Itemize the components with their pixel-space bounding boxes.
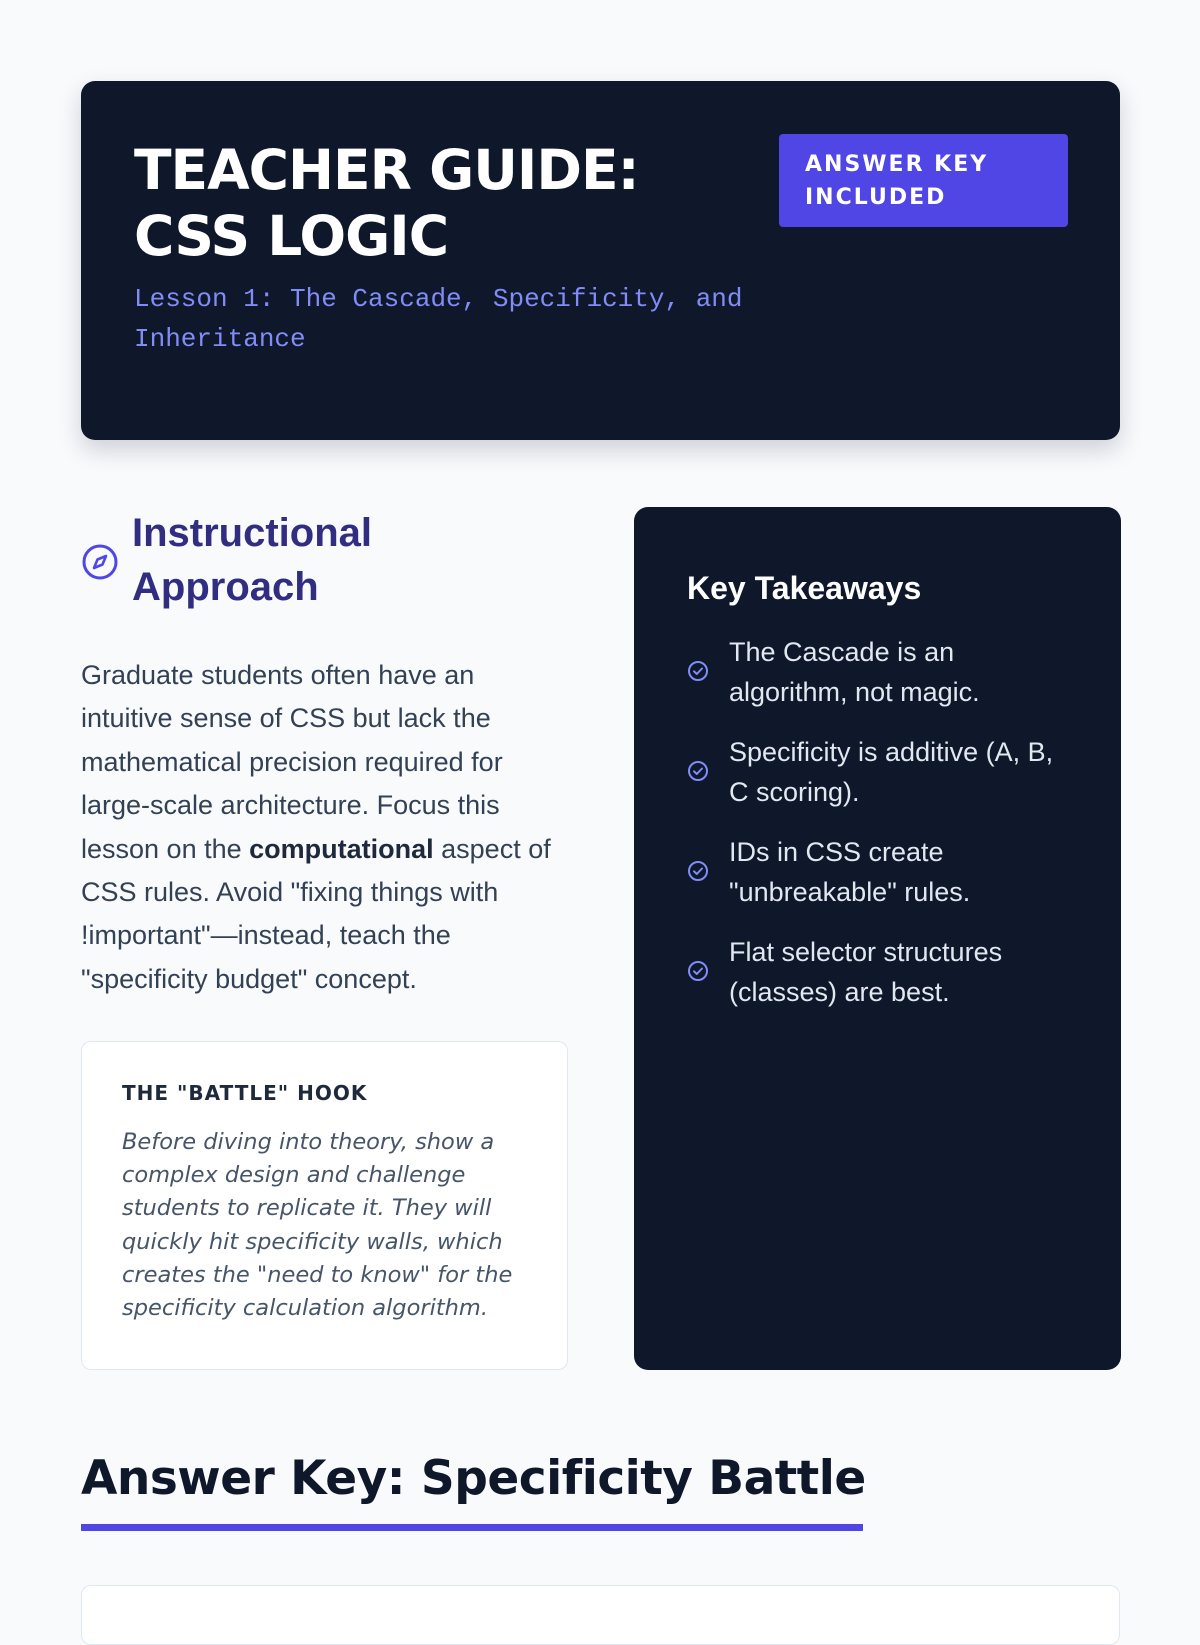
battle-hook-card: [81, 1041, 568, 1370]
hook-text: Before diving into theory, show a complex design and challenge students to replicate it. They will quickly hit specificity walls, which creates the "need to know" for the specificity calculation algorithm.: [122, 1129, 513, 1322]
approach-text-end: aspect of CSS rules. Avoid "fixing things with !important"—instead, teach the "specificity budget" concept.: [81, 833, 551, 994]
check-circle-icon: [687, 860, 709, 882]
compass-icon: [81, 543, 119, 581]
approach-title: Instructional Approach: [132, 511, 373, 609]
takeaways-list: [687, 632, 1067, 1032]
takeaway-text: Flat selector structures (classes) are best.: [729, 937, 1003, 1007]
takeaway-item: [687, 632, 1067, 732]
hook-label: THE "BATTLE" HOOK: [122, 1081, 368, 1105]
answer-key-title: Answer Key: Specificity Battle: [81, 1451, 866, 1506]
approach-text-start: Graduate students often have an intuitive sense of CSS but lack the mathematical precision required for large-scale architecture. Focus this lesson on the: [81, 660, 503, 864]
takeaway-item: [687, 932, 1067, 1032]
approach-heading: [81, 506, 541, 616]
takeaways-title: Key Takeaways: [687, 570, 922, 606]
takeaway-text: The Cascade is an algorithm, not magic.: [729, 637, 980, 707]
answer-key-underline: [81, 1524, 863, 1531]
approach-text-emphasis: computational: [249, 833, 434, 864]
takeaway-item: [687, 832, 1067, 932]
check-circle-icon: [687, 960, 709, 982]
takeaway-text: Specificity is additive (A, B, C scoring).: [729, 737, 1054, 807]
page-title: TEACHER GUIDE: CSS LOGIC: [134, 138, 639, 268]
key-takeaways-panel: [634, 507, 1121, 1370]
answer-key-badge: ANSWER KEY INCLUDED: [779, 134, 1068, 227]
check-circle-icon: [687, 660, 709, 682]
header-card: [81, 81, 1120, 440]
check-circle-icon: [687, 760, 709, 782]
takeaway-text: IDs in CSS create "unbreakable" rules.: [729, 837, 971, 907]
takeaway-item: [687, 732, 1067, 832]
answer-key-card: [81, 1585, 1120, 1645]
lesson-subtitle: Lesson 1: The Cascade, Specificity, and Inheritance: [134, 284, 743, 354]
approach-paragraph: [81, 654, 571, 1001]
